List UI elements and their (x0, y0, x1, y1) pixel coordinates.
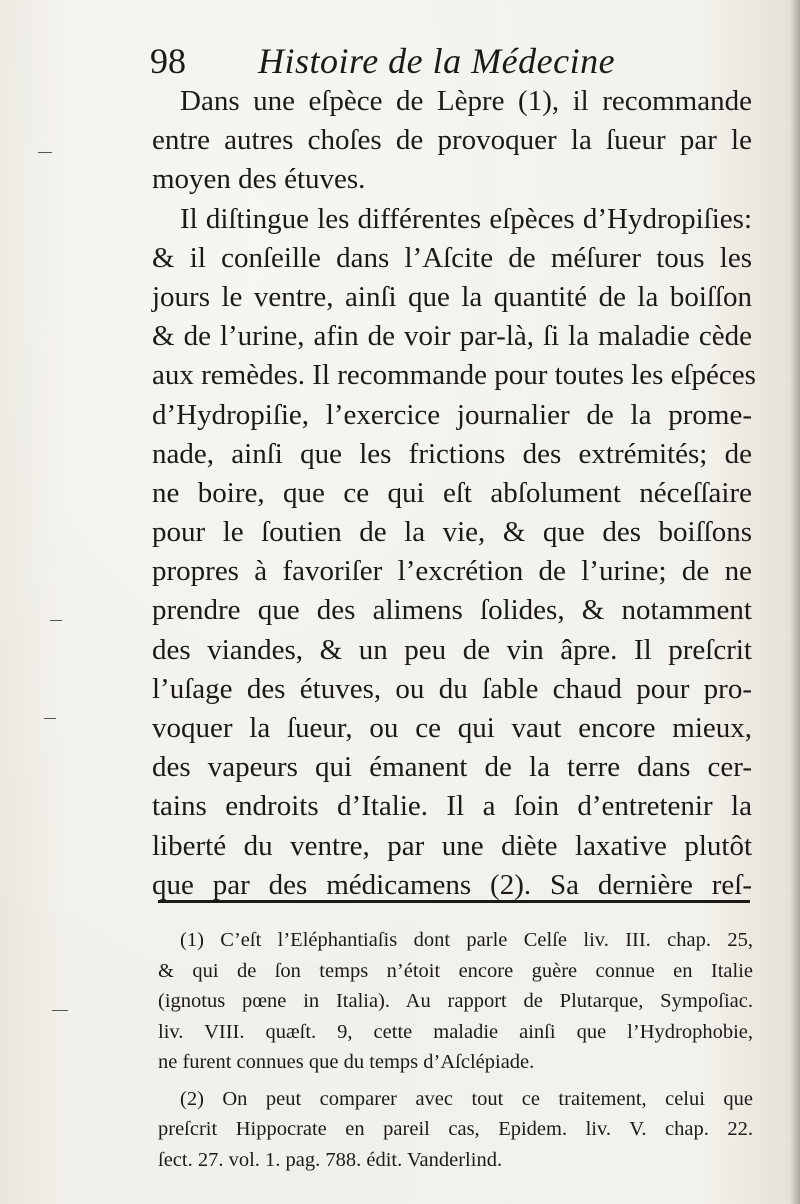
margin-mark (44, 718, 56, 719)
body-line: d’Hydropiſie, l’exercice journalier de la prome- (152, 398, 752, 431)
margin-mark (50, 620, 62, 621)
body-line: que par des médicamens (2). Sa dernière reſ- (152, 868, 752, 901)
footnote-1-line: (ignotus pœne in Italia). Au rapport de Plutarque, Sympoſiac. (158, 990, 753, 1012)
body-line: & de l’urine, afin de voir par-là, ſi la maladie cède (152, 320, 752, 353)
body-line: voquer la ſueur, ou ce qui vaut encore mieux, (152, 712, 752, 744)
body-line: liberté du ventre, par une diète laxative plutôt (152, 829, 752, 862)
footnote-2-line: preſcrit Hippocrate en pareil cas, Epidem. liv. V. chap. 22. (158, 1118, 753, 1140)
body-line: propres à favoriſer l’excrétion de l’urine; de ne (152, 555, 752, 588)
footnote-2-line: ſect. 27. vol. 1. pag. 788. édit. Vanderlind. (158, 1148, 503, 1171)
body-line: prendre que des alimens ſolides, & notamment (152, 594, 752, 627)
body-text (152, 82, 756, 905)
footnote-1-line: liv. VIII. quæſt. 9, cette maladie ainſi que l’Hydrophobie, (158, 1020, 753, 1043)
body-line: Il diſtingue les différentes eſpèces d’Hydropiſies: (180, 202, 752, 235)
footnotes (158, 925, 753, 1175)
body-line: des viandes, & un peu de vin âpre. Il preſcrit (152, 633, 752, 666)
body-line: l’uſage des étuves, ou du ſable chaud pour pro- (152, 672, 752, 705)
body-line: entre autres choſes de provoquer la ſueur par le (152, 124, 752, 157)
body-line: Dans une eſpèce de Lèpre (1), il recommande (180, 85, 752, 117)
body-line: tains endroits d’Italie. Il a ſoin d’entretenir la (152, 790, 752, 823)
body-line: aux remèdes. Il recommande pour toutes les eſpéces (152, 359, 756, 392)
footnote-2-line: (2) On peut comparer avec tout ce traitement, celui que (180, 1087, 753, 1110)
page-number: 98 (150, 41, 186, 81)
footnote-1-line: ne furent connues que du temps d’Aſclépiade. (158, 1051, 535, 1073)
body-line: nade, ainſi que les frictions des extrémités; de (152, 437, 752, 470)
body-line: ne boire, que ce qui eſt abſolument néceſſaire (152, 476, 752, 509)
footnote-1-line: (1) C’eſt l’Eléphantiaſis dont parle Celſe liv. III. chap. 25, (180, 929, 753, 951)
margin-mark (52, 1010, 68, 1011)
running-title: Histoire de la Médecine (258, 41, 616, 81)
page-header (150, 34, 750, 84)
body-line: jours le ventre, ainſi que la quantité de la boiſſon (152, 280, 752, 313)
page-edge-shadow (790, 0, 800, 1204)
body-line: moyen des étuves. (152, 163, 366, 196)
footnote-rule (158, 900, 750, 903)
body-line: des vapeurs qui émanent de la terre dans cer- (152, 751, 752, 784)
margin-mark (38, 152, 52, 153)
body-line: pour le ſoutien de la vie, & que des boiſſons (152, 516, 752, 549)
body-line: & il conſeille dans l’Aſcite de méſurer tous les (152, 241, 752, 274)
footnote-1-line: & qui de ſon temps n’étoit encore guère connue en Italie (158, 959, 753, 982)
